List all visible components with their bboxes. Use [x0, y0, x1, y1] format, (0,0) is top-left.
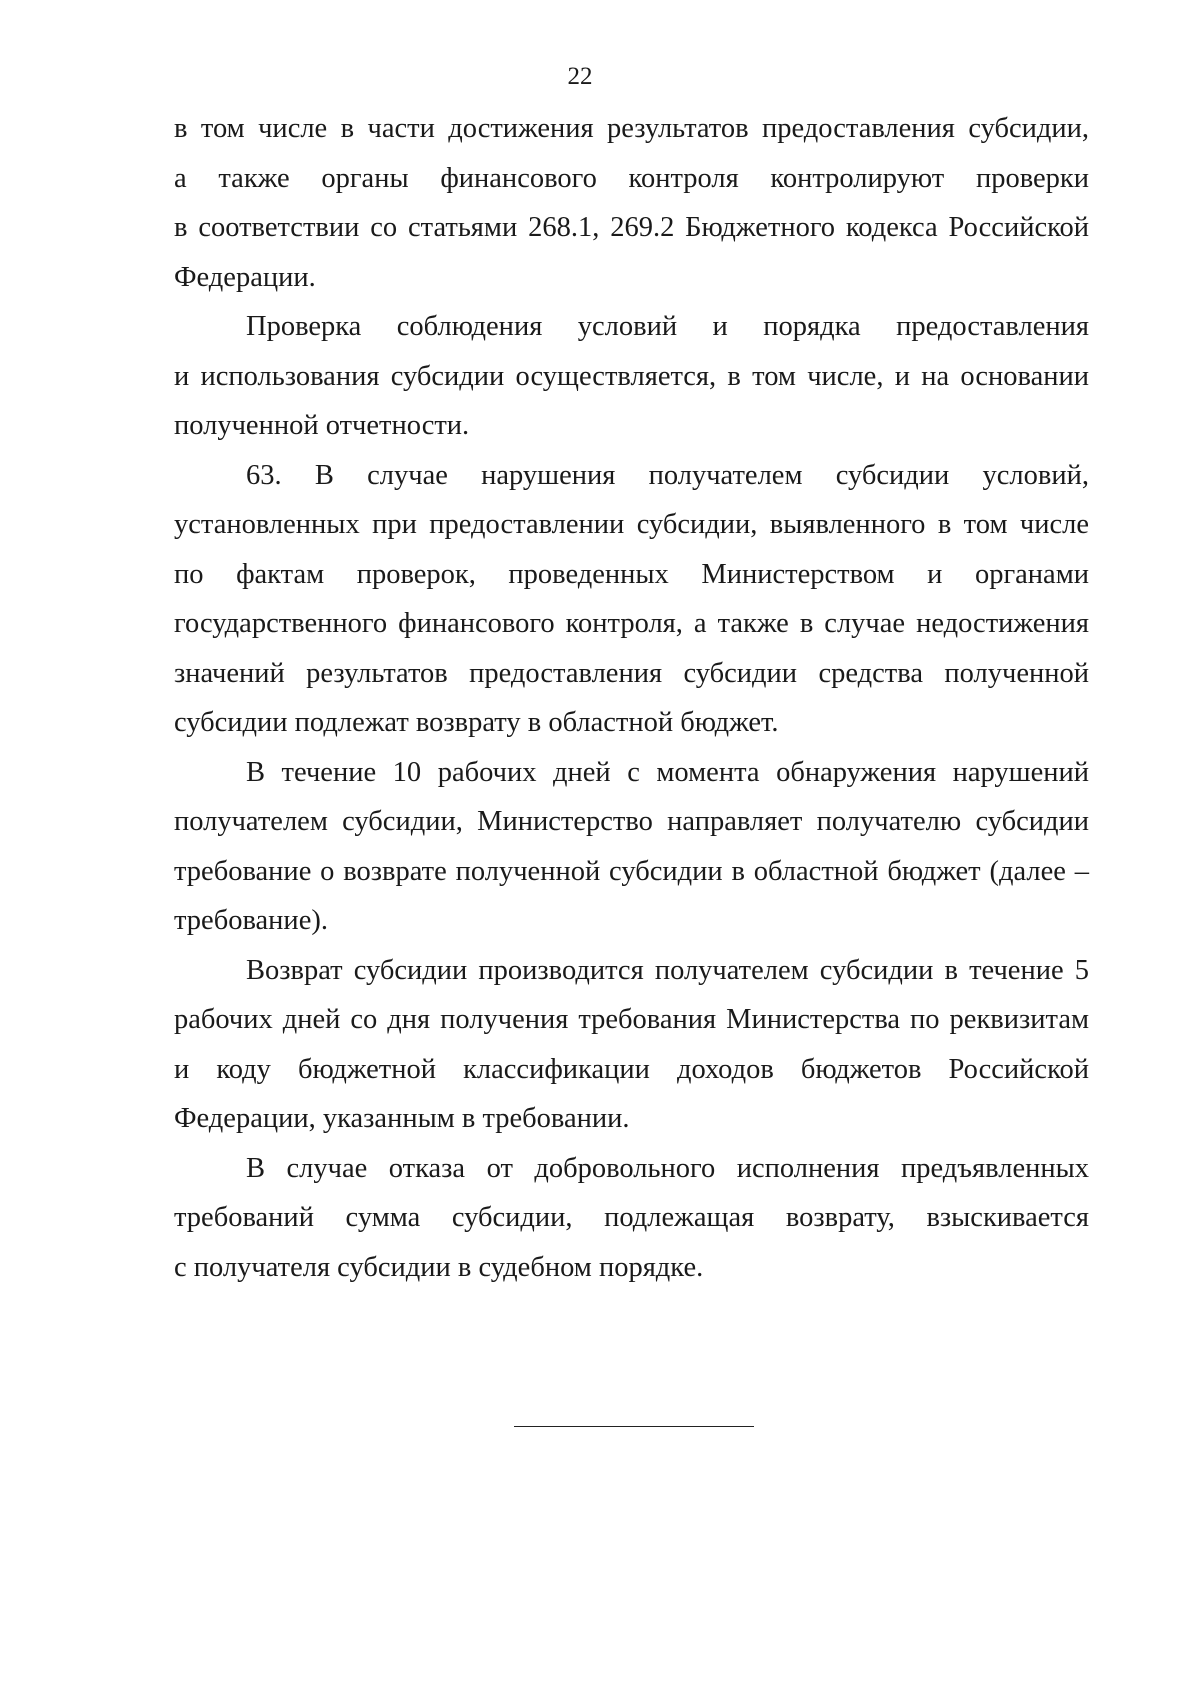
- text-line: 63. В случае нарушения получателем субсидии условий,: [246, 459, 1089, 491]
- paragraph-financial-control: [174, 104, 1089, 302]
- text-line: В течение 10 рабочих дней с момента обнаружения нарушений: [246, 756, 1089, 788]
- text-line: получателем субсидии, Министерство направляет получателю субсидии: [174, 806, 1089, 837]
- paragraph-verification: [174, 302, 1089, 451]
- text-line: рабочих дней со дня получения требования Министерства по реквизитам: [174, 1004, 1089, 1035]
- text-line: установленных при предоставлении субсидии, выявленного в том числе: [174, 509, 1089, 540]
- text-line: субсидии подлежат возврату в областной бюджет.: [174, 707, 779, 738]
- text-line: с получателя субсидии в судебном порядке.: [174, 1251, 704, 1283]
- text-line: по фактам проверок, проведенных Министерством и органами: [174, 558, 1089, 590]
- paragraph-requirement-notice: [174, 748, 1089, 946]
- text-line: требований сумма субсидии, подлежащая возврату, взыскивается: [174, 1202, 1089, 1233]
- text-line: в соответствии со статьями 268.1, 269.2 Бюджетного кодекса Российской: [174, 212, 1089, 243]
- text-line: полученной отчетности.: [174, 410, 470, 441]
- text-line: требование).: [174, 905, 328, 936]
- text-line: В случае отказа от добровольного исполнения предъявленных: [246, 1152, 1089, 1184]
- text-line: Федерации.: [174, 261, 316, 293]
- paragraph-63-violation: [174, 451, 1089, 748]
- text-line: и использования субсидии осуществляется, в том числе, и на основании: [174, 360, 1089, 392]
- document-body: [174, 104, 1089, 1292]
- text-line: Возврат субсидии производится получателем субсидии в течение 5: [246, 954, 1089, 986]
- text-line: Федерации, указанным в требовании.: [174, 1103, 630, 1134]
- end-separator-line: [514, 1426, 754, 1427]
- text-line: а также органы финансового контроля контролируют проверки: [174, 162, 1089, 194]
- text-line: значений результатов предоставления субсидии средства полученной: [174, 657, 1089, 689]
- paragraph-court-recovery: [174, 1144, 1089, 1293]
- text-line: Проверка соблюдения условий и порядка предоставления: [246, 311, 1089, 342]
- text-line: требование о возврате полученной субсидии в областной бюджет (далее –: [174, 855, 1089, 887]
- text-line: в том числе в части достижения результатов предоставления субсидии,: [174, 113, 1089, 144]
- text-line: государственного финансового контроля, а также в случае недостижения: [174, 608, 1089, 639]
- paragraph-refund: [174, 946, 1089, 1144]
- page-number: 22: [567, 63, 593, 90]
- text-line: и коду бюджетной классификации доходов бюджетов Российской: [174, 1053, 1089, 1085]
